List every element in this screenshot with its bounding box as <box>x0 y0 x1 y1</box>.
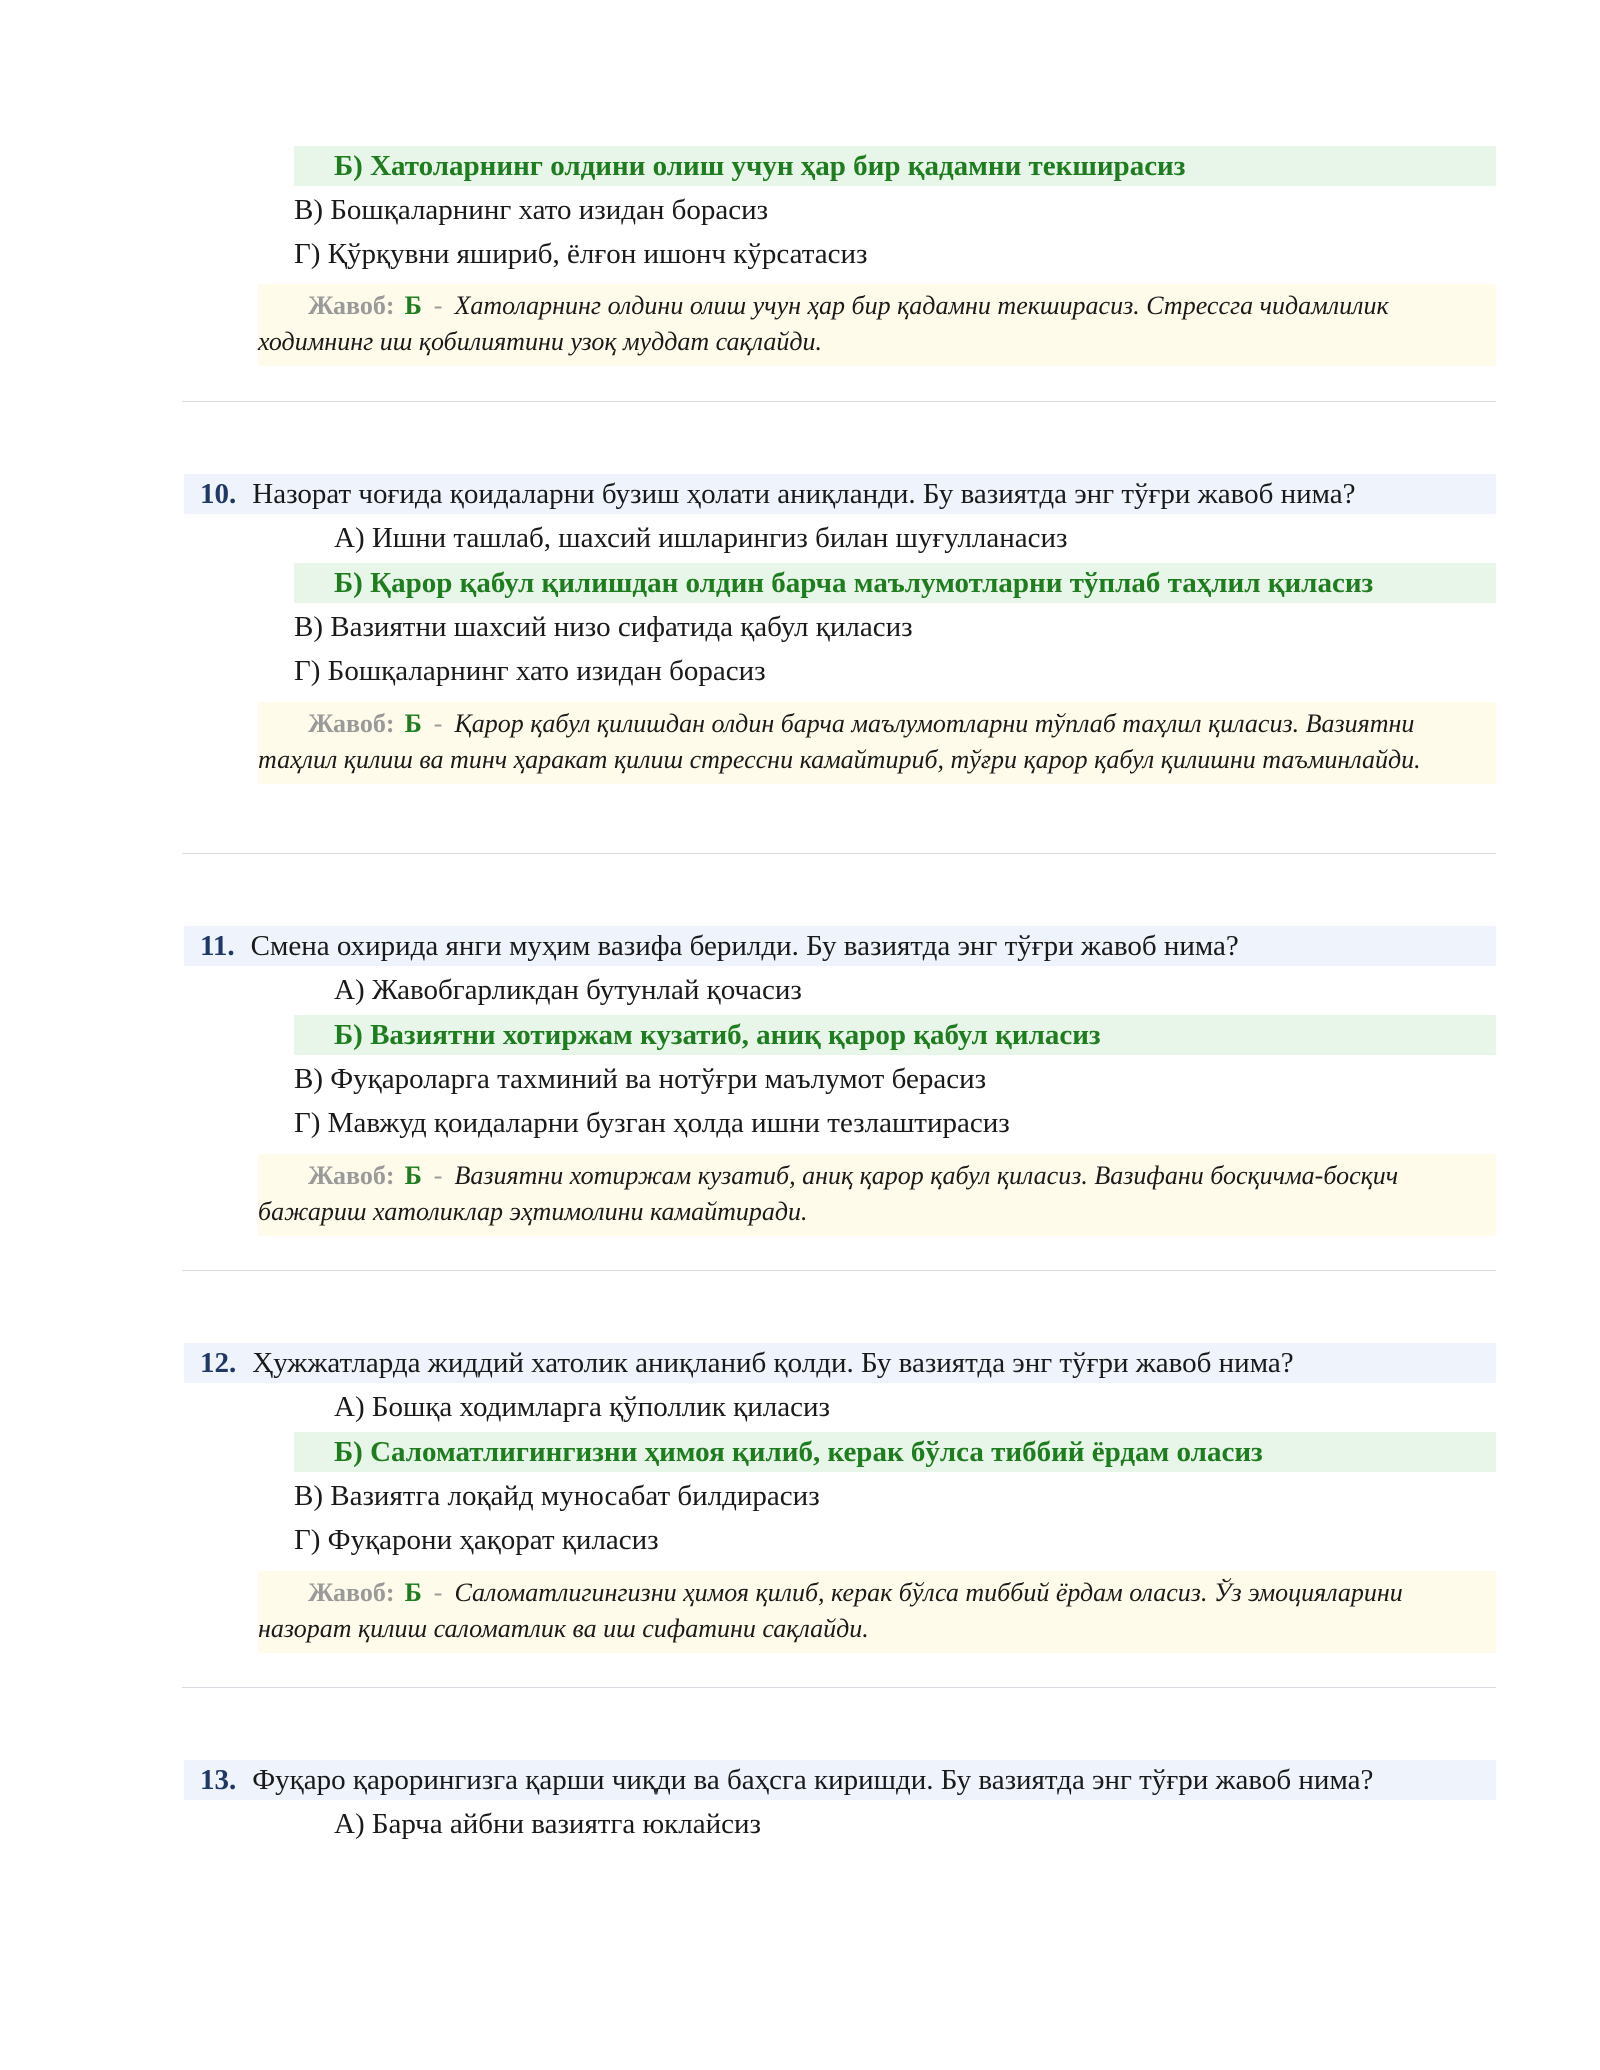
answer-label: Жавоб: <box>308 709 395 738</box>
question-text: Фуқаро қарорингизга қарши чиқди ва баҳсга киришди. Бу вазиятда энг тўғри жавоб нима? <box>252 1764 1374 1796</box>
answer-text: Хатоларнинг олдини олиш учун ҳар бир қадамни текширасиз. Стрессга чидамлилик ходимнинг иш қобилиятини узоқ муддат сақлайди. <box>258 291 1389 356</box>
question-number: 12. <box>200 1347 237 1379</box>
answer-text: Саломатлигингизни ҳимоя қилиб, керак бўлса тиббий ёрдам оласиз. Ўз эмоцияларини назорат қилиш саломатлик ва иш сифатини сақлайди. <box>258 1578 1403 1643</box>
answer-label: Жавоб: <box>308 1578 395 1607</box>
option-v: В) Вазиятга лоқайд муносабат билдирасиз <box>294 1480 820 1512</box>
question-header <box>184 1343 1496 1383</box>
question-header <box>184 1760 1496 1800</box>
answer-letter: Б <box>404 291 422 320</box>
option-b-correct: Б) Қарор қабул қилишдан олдин барча маълумотларни тўплаб таҳлил қиласиз <box>294 563 1496 603</box>
question-header <box>184 474 1496 514</box>
question-header <box>184 926 1496 966</box>
option-a: А) Жавобгарликдан бутунлай қочасиз <box>334 974 802 1006</box>
question-number: 11. <box>200 930 235 962</box>
answer-box <box>258 1154 1496 1236</box>
question-text: Смена охирида янги муҳим вазифа берилди. Бу вазиятда энг тўғри жавоб нима? <box>250 930 1239 962</box>
answer-text: Қарор қабул қилишдан олдин барча маълумотларни тўплаб таҳлил қиласиз. Вазиятни таҳлил қилиш ва тинч ҳаракат қилиш стрессни камайтириб, тўғри қарор қабул қилишни таъминлайди. <box>258 709 1421 774</box>
answer-letter: Б <box>404 1161 422 1190</box>
question-number: 13. <box>200 1764 237 1796</box>
answer-dash: - <box>433 1578 443 1607</box>
answer-label: Жавоб: <box>308 1161 395 1190</box>
question-number: 10. <box>200 478 237 510</box>
option-b-correct: Б) Вазиятни хотиржам кузатиб, аниқ қарор қабул қиласиз <box>294 1015 1496 1055</box>
option-v: В) Бошқаларнинг хато изидан борасиз <box>294 194 769 226</box>
option-b-correct: Б) Хатоларнинг олдини олиш учун ҳар бир қадамни текширасиз <box>294 146 1496 186</box>
option-a: А) Ишни ташлаб, шахсий ишларингиз билан шуғулланасиз <box>334 522 1068 554</box>
option-a: А) Бошқа ходимларга қўполлик қиласиз <box>334 1391 830 1423</box>
divider <box>182 853 1496 854</box>
option-g: Г) Бошқаларнинг хато изидан борасиз <box>294 655 766 687</box>
answer-letter: Б <box>404 709 422 738</box>
answer-dash: - <box>433 1161 443 1190</box>
answer-box <box>258 284 1496 366</box>
answer-label: Жавоб: <box>308 291 395 320</box>
option-v: В) Вазиятни шахсий низо сифатида қабул қиласиз <box>294 611 913 643</box>
answer-box <box>258 702 1496 784</box>
answer-text: Вазиятни хотиржам кузатиб, аниқ қарор қабул қиласиз. Вазифани босқичма-босқич бажариш хатоликлар эҳтимолини камайтиради. <box>258 1161 1399 1226</box>
answer-dash: - <box>433 709 443 738</box>
option-g: Г) Фуқарони ҳақорат қиласиз <box>294 1524 659 1556</box>
option-b-correct: Б) Саломатлигингизни ҳимоя қилиб, керак бўлса тиббий ёрдам оласиз <box>294 1432 1496 1472</box>
answer-letter: Б <box>404 1578 422 1607</box>
option-a: А) Барча айбни вазиятга юклайсиз <box>334 1808 761 1840</box>
divider <box>182 1687 1496 1688</box>
divider <box>182 401 1496 402</box>
answer-dash: - <box>433 291 443 320</box>
question-text: Ҳужжатларда жиддий хатолик аниқланиб қолди. Бу вазиятда энг тўғри жавоб нима? <box>252 1347 1294 1379</box>
question-text: Назорат чоғида қоидаларни бузиш ҳолати аниқланди. Бу вазиятда энг тўғри жавоб нима? <box>252 478 1356 510</box>
divider <box>182 1270 1496 1271</box>
answer-box <box>258 1571 1496 1653</box>
option-g: Г) Қўрқувни яшириб, ёлғон ишонч кўрсатасиз <box>294 238 868 270</box>
option-v: В) Фуқароларга тахминий ва нотўғри маълумот берасиз <box>294 1063 987 1095</box>
option-g: Г) Мавжуд қоидаларни бузган ҳолда ишни тезлаштирасиз <box>294 1107 1010 1139</box>
